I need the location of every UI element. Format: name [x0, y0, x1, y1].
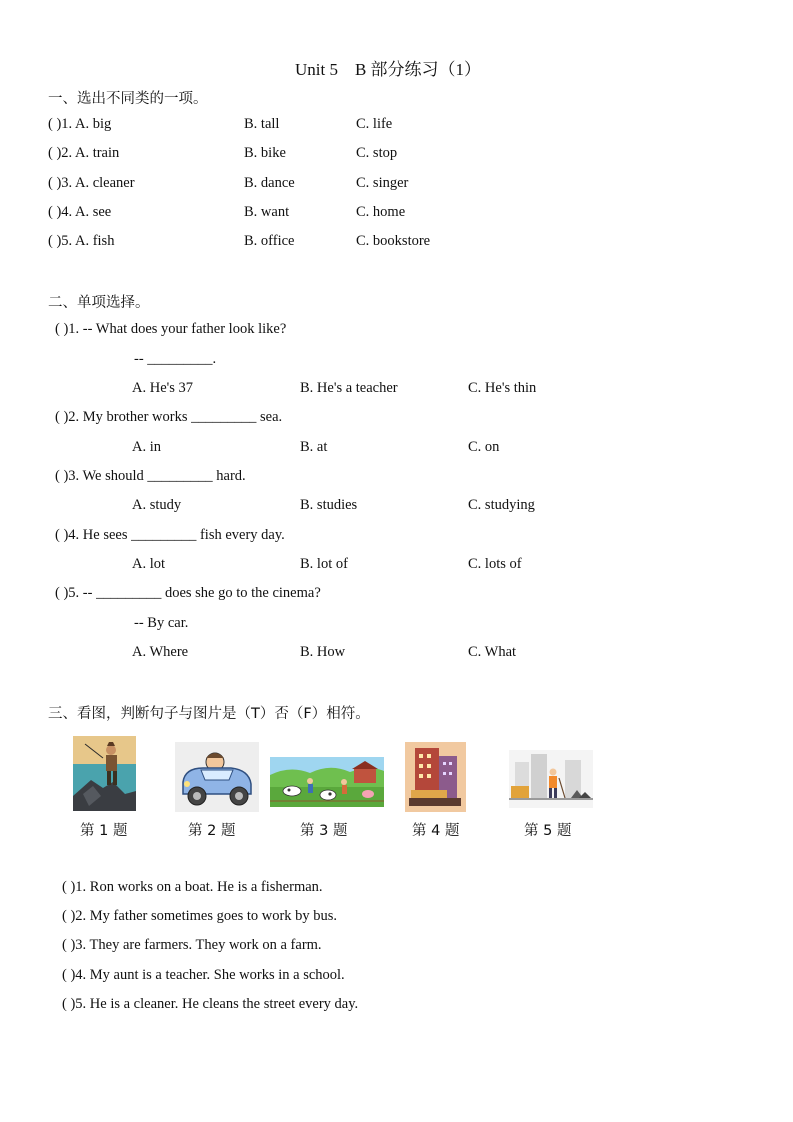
section1-q1-c: C. life: [356, 116, 393, 132]
caption-4: 第 4 题: [412, 823, 460, 839]
cleaner-picture: [509, 750, 593, 808]
section1-q4: ( )4. A. see: [48, 204, 112, 220]
section2-q4-b: B. lot of: [300, 556, 348, 572]
section2-q1-sub: -- _________.: [134, 351, 217, 367]
section2-q5-a: A. Where: [132, 644, 189, 660]
section1-q5: ( )5. A. fish: [48, 233, 115, 249]
section2-q1-b: B. He's a teacher: [300, 380, 398, 396]
section2-q1-a: A. He's 37: [132, 380, 194, 396]
section1-q2-b: B. bike: [244, 145, 286, 161]
section2-q4-a: A. lot: [132, 556, 166, 572]
section2-q2-a: A. in: [132, 439, 161, 455]
section2-q4: ( )4. He sees _________ fish every day.: [55, 527, 285, 543]
section1-q2-c: C. stop: [356, 145, 398, 161]
section1-q1: ( )1. A. big: [48, 116, 112, 132]
section2-q3-b: B. studies: [300, 497, 358, 513]
section2-q5-c: C. What: [468, 644, 517, 660]
section3-heading: 三、看图，判断句子与图片是（T）否（F）相符。: [48, 706, 370, 722]
section1-q2: ( )2. A. train: [48, 145, 120, 161]
caption-1: 第 1 题: [80, 823, 128, 839]
section1-q3-b: B. dance: [244, 175, 295, 191]
section2-q2-c: C. on: [468, 439, 500, 455]
section2-q5-b: B. How: [300, 644, 346, 660]
section1-q4-c: C. home: [356, 204, 406, 220]
section2-q1-c: C. He's thin: [468, 380, 537, 396]
caption-2: 第 2 题: [188, 823, 236, 839]
section2-q2: ( )2. My brother works _________ sea.: [55, 409, 283, 425]
section2-heading: 二、单项选择。: [48, 295, 150, 311]
section1-q3: ( )3. A. cleaner: [48, 175, 135, 191]
section1-q5-c: C. bookstore: [356, 233, 431, 249]
section2-q2-b: B. at: [300, 439, 328, 455]
section2-q5-sub: -- By car.: [134, 615, 189, 631]
page-title: Unit 5 B 部分练习（1）: [295, 60, 482, 79]
section2-q3-c: C. studying: [468, 497, 535, 513]
section2-q5: ( )5. -- _________ does she go to the cinema?: [55, 585, 321, 601]
car-driver-picture: [175, 742, 259, 812]
section2-q1: ( )1. -- What does your father look like?: [55, 321, 287, 337]
section1-q1-b: B. tall: [244, 116, 280, 132]
farm-picture: [270, 757, 384, 807]
section2-q3: ( )3. We should _________ hard.: [55, 468, 246, 484]
section2-q3-a: A. study: [132, 497, 182, 513]
caption-5: 第 5 题: [524, 823, 572, 839]
section1-q3-c: C. singer: [356, 175, 409, 191]
building-picture: [405, 742, 466, 812]
section3-q4: ( )4. My aunt is a teacher. She works in a school.: [62, 967, 345, 983]
section3-q1: ( )1. Ron works on a boat. He is a fisherman.: [62, 879, 323, 895]
section1-heading: 一、选出不同类的一项。: [48, 91, 208, 107]
section1-q5-b: B. office: [244, 233, 295, 249]
caption-3: 第 3 题: [300, 823, 348, 839]
section3-q3: ( )3. They are farmers. They work on a farm.: [62, 937, 322, 953]
section3-q5: ( )5. He is a cleaner. He cleans the street every day.: [62, 996, 359, 1012]
section2-q4-c: C. lots of: [468, 556, 522, 572]
section3-q2: ( )2. My father sometimes goes to work by bus.: [62, 908, 338, 924]
fisherman-picture: [73, 736, 136, 811]
section1-q4-b: B. want: [244, 204, 290, 220]
